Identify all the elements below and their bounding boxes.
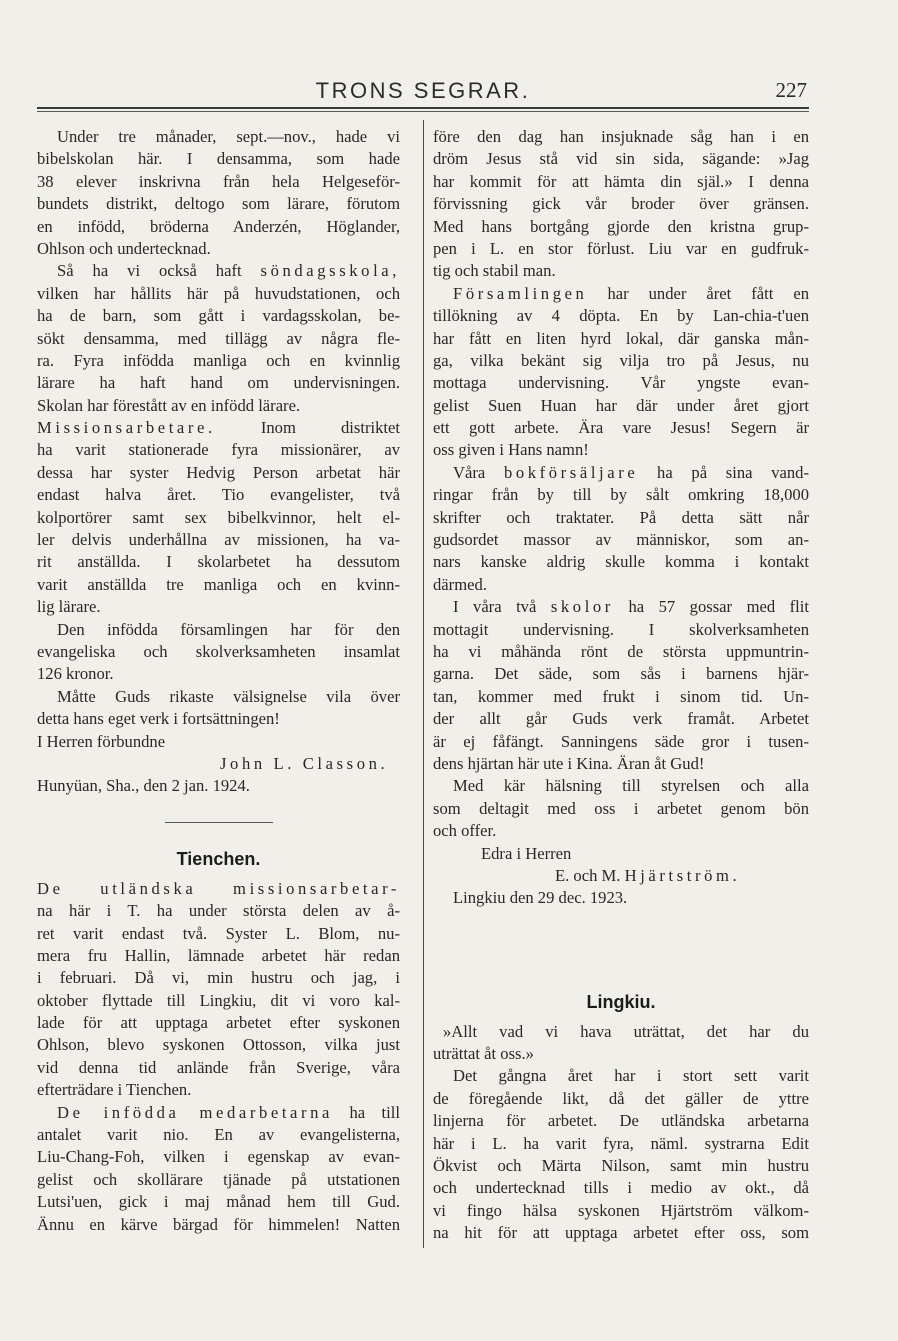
text-line xyxy=(433,462,809,484)
text-line: före den dag han insjuknade såg han i en xyxy=(433,127,809,146)
text-run: ha 57 gossar med flit xyxy=(628,597,809,617)
text-line: och offer. xyxy=(433,821,497,841)
text-line xyxy=(37,1102,400,1124)
text-line: garna. Det säde, som sås i barnens hjär- xyxy=(433,664,809,684)
text-line: Måtte Guds rikaste välsignelse vila över xyxy=(57,686,400,706)
text-line: der allt går Guds verk framåt. Arbetet xyxy=(433,709,809,729)
text-line: endast halva året. Tio evangelister, två xyxy=(37,485,400,505)
left-column xyxy=(37,126,400,1236)
page-header xyxy=(37,78,809,106)
text-run: ha på sina vand- xyxy=(657,462,809,482)
text-line: ga, vilka bekänt sig vilja tro på Jesus, nu xyxy=(433,350,809,370)
text-line: ringar från by till by sålt omkring 18,000 xyxy=(433,485,809,505)
text-line: Ännu en kärve bärgad för himmelen! Natten xyxy=(37,1214,400,1234)
text-line: en infödd, bröderna Anderzén, Höglander, xyxy=(37,216,400,236)
signature-name: John L. Classon. xyxy=(220,753,389,773)
text-line: uträttat åt oss.» xyxy=(433,1044,534,1064)
greeting: Edra i Herren xyxy=(481,843,572,863)
spaced-term: söndagsskola, xyxy=(260,261,400,281)
text-line: tan, kommer med frukt i sinom tid. Un- xyxy=(433,686,809,706)
text-line xyxy=(37,417,400,439)
closing-line: I Herren förbundne xyxy=(37,731,166,751)
text-run: har under året fått en xyxy=(607,283,809,303)
text-line: ler delvis underhållna av missionen, ha va- xyxy=(37,530,400,550)
text-line: vi fingo hälsa syskonen Hjärtström välkom- xyxy=(433,1200,809,1220)
text-line: oktober flyttade till Lingkiu, dit vi voro kal- xyxy=(37,990,400,1010)
text-line: evangeliska och skolverksamheten insamlat xyxy=(37,641,400,661)
text-line: varit anställda tre manliga och en kvinn- xyxy=(37,574,400,594)
text-line: dens hjärtan här ute i Kina. Äran åt Gud! xyxy=(433,753,705,773)
text-line xyxy=(433,283,809,305)
header-rule-thin xyxy=(37,111,809,112)
spaced-term: Församlingen xyxy=(453,283,588,303)
text-line: gudsordet massor av människor, som an- xyxy=(433,530,809,550)
spaced-term: bokförsäljare xyxy=(503,462,639,482)
text-line: skrifter och traktater. På detta sätt når xyxy=(433,507,809,527)
text-line: gelist och skollärare tjänade på utstationen xyxy=(37,1169,400,1189)
text-line: bibelskolan här. I densamma, som hade xyxy=(37,149,400,169)
text-run: Inom distriktet xyxy=(260,418,400,438)
text-line: har kommit för att hämta din själ.» I denna xyxy=(433,171,809,191)
text-line: är ej fåfängt. Sanningens säde gror i tusen- xyxy=(433,731,809,751)
text-line: har fått en liten hyrd lokal, där ganska mån- xyxy=(433,328,809,348)
text-line: bundets distrikt, deltogo som lärare, förutom xyxy=(37,194,400,214)
text-line: efterträdare i Tienchen. xyxy=(37,1080,192,1100)
text-line: nars kanske aldrig skulle komma i kontakt xyxy=(433,552,809,572)
text-line: förvissning gick vår broder över gränsen. xyxy=(433,194,809,214)
text-line: Liu-Chang-Foh, vilken i egenskap av evan- xyxy=(37,1147,400,1167)
text-line: mottaga undervisning. Vår yngste evan- xyxy=(433,373,809,393)
text-line xyxy=(37,878,400,900)
text-line: Ohlson, blevo syskonen Ottosson, vilka just xyxy=(37,1035,400,1055)
text-line: här i L. ha varit fyra, näml. systrarna Edit xyxy=(433,1133,809,1153)
header-rule xyxy=(37,107,809,109)
text-line: na hit för att upptaga arbetet efter oss, som xyxy=(433,1223,809,1243)
text-line: na här i T. ha under största delen av å- xyxy=(37,901,400,921)
text-line: lig lärare. xyxy=(37,597,101,617)
signature-name: Hjärtström. xyxy=(624,865,741,885)
text-line: ra. Fyra infödda manliga och en kvinnlig xyxy=(37,350,400,370)
text-line: ha varit stationerade fyra missionärer, av xyxy=(37,440,400,460)
text-line: Med kär hälsning till styrelsen och alla xyxy=(453,776,809,796)
spacer xyxy=(433,910,809,992)
column-divider xyxy=(423,120,424,1248)
text-line: Under tre månader, sept.—nov., hade vi xyxy=(57,127,400,146)
text-run: I våra två xyxy=(453,597,537,617)
text-line: kolportörer samt sex bibelkvinnor, helt el- xyxy=(37,507,400,527)
signature xyxy=(37,753,400,775)
text-run: ha till xyxy=(349,1102,400,1122)
text-line: som deltagit med oss i arbetet genom bön xyxy=(433,798,809,818)
text-line: vilken har hållits här på huvudstationen, och xyxy=(37,283,400,303)
text-line: Det gångna året har i stort sett varit xyxy=(453,1066,809,1086)
text-line: detta hans eget verk i fortsättningen! xyxy=(37,709,280,729)
text-line: ett gott arbete. Ära vare Jesus! Segern är xyxy=(433,418,809,438)
text-line: de föregående likt, då det gäller de yttre xyxy=(433,1088,809,1108)
signature-initials: E. och M. xyxy=(555,865,621,885)
text-line: »Allt vad vi hava uträttat, det har du xyxy=(443,1021,809,1041)
text-line: dessa har syster Hedvig Person arbetat här xyxy=(37,462,400,482)
spaced-term: Missionsarbetare. xyxy=(37,418,216,438)
text-line: dröm Jesus stå vid sin sida, sägande: »Jag xyxy=(433,149,809,169)
text-line: tillökning av 4 döpta. En by Lan-chia-t'uen xyxy=(433,306,809,326)
signature xyxy=(433,865,809,887)
text-line: lade för att upptaga arbetet efter syskonen xyxy=(37,1013,400,1033)
text-line: oss given i Hans namn! xyxy=(433,440,589,460)
spacer xyxy=(37,870,400,878)
text-line: Den infödda församlingen har för den xyxy=(57,619,400,639)
text-line: ha de barn, som gått i vardagsskolan, be- xyxy=(37,306,400,326)
text-line: Lutsi'uen, gick i maj månad hem till Gud. xyxy=(37,1192,400,1212)
page-number: 227 xyxy=(775,78,807,102)
spaced-term: De infödda medarbetarna xyxy=(57,1102,333,1122)
text-line: Ohlson och undertecknad. xyxy=(37,238,211,258)
spacer xyxy=(37,823,400,849)
text-line: lärare ha haft hand om undervisningen. xyxy=(37,373,400,393)
text-line: Skolan har förestått av en infödd lärare. xyxy=(37,395,301,415)
place-date: Hunyüan, Sha., den 2 jan. 1924. xyxy=(37,776,250,796)
right-column xyxy=(433,126,809,1245)
journal-title: TRONS SEGRAR. xyxy=(315,78,531,103)
section-heading-tienchen: Tienchen. xyxy=(176,848,261,869)
text-line xyxy=(37,260,400,282)
text-line: antalet varit nio. En av evangelisterna, xyxy=(37,1125,400,1145)
spaced-term: skolor xyxy=(550,597,614,617)
text-line: linjerna för arbetet. De utländska arbetarna xyxy=(433,1111,809,1131)
text-line: gelist Suen Huan har där under året gjort xyxy=(433,395,809,415)
text-line: 126 kronor. xyxy=(37,664,114,684)
text-line: Ökvist och Märta Nilson, samt min hustru xyxy=(433,1156,809,1176)
text-line: rit anställda. I skolarbetet ha dessutom xyxy=(37,552,400,572)
text-line: sökt densamma, med tillägg av några fle- xyxy=(37,328,400,348)
text-line: vid denna tid anlände från Sverige, våra xyxy=(37,1057,400,1077)
text-line: mera fru Hallin, lämnade arbetet här redan xyxy=(37,945,400,965)
section-heading-lingkiu: Lingkiu. xyxy=(586,991,656,1012)
text-line: och undertecknad tills i medio av okt., då xyxy=(433,1178,809,1198)
spacer xyxy=(37,798,400,822)
text-line: därmed. xyxy=(433,574,487,594)
text-line: 38 elever inskrivna från hela Helgeseför- xyxy=(37,171,400,191)
text-line: ret varit endast två. Syster L. Blom, nu- xyxy=(37,923,400,943)
text-line: ha vi måhända rönt de största uppmuntrin- xyxy=(433,641,809,661)
text-line: mottagit undervisning. I skolverksamheten xyxy=(433,619,809,639)
text-line: pen i L. en stor förlust. Liu var en gudfruk- xyxy=(433,238,809,258)
text-line xyxy=(433,596,809,618)
text-line: i februari. Då vi, min hustru och jag, i xyxy=(37,968,400,988)
text-line: tig och stabil man. xyxy=(433,261,556,281)
spaced-term: De utländska missionsarbetar- xyxy=(37,878,400,898)
place-date: Lingkiu den 29 dec. 1923. xyxy=(453,888,628,908)
text-run: Så ha vi också haft xyxy=(57,261,242,281)
spacer xyxy=(433,1013,809,1021)
text-line: Med hans bortgång gjorde den kristna grup- xyxy=(433,216,809,236)
text-run: Våra xyxy=(453,462,486,482)
